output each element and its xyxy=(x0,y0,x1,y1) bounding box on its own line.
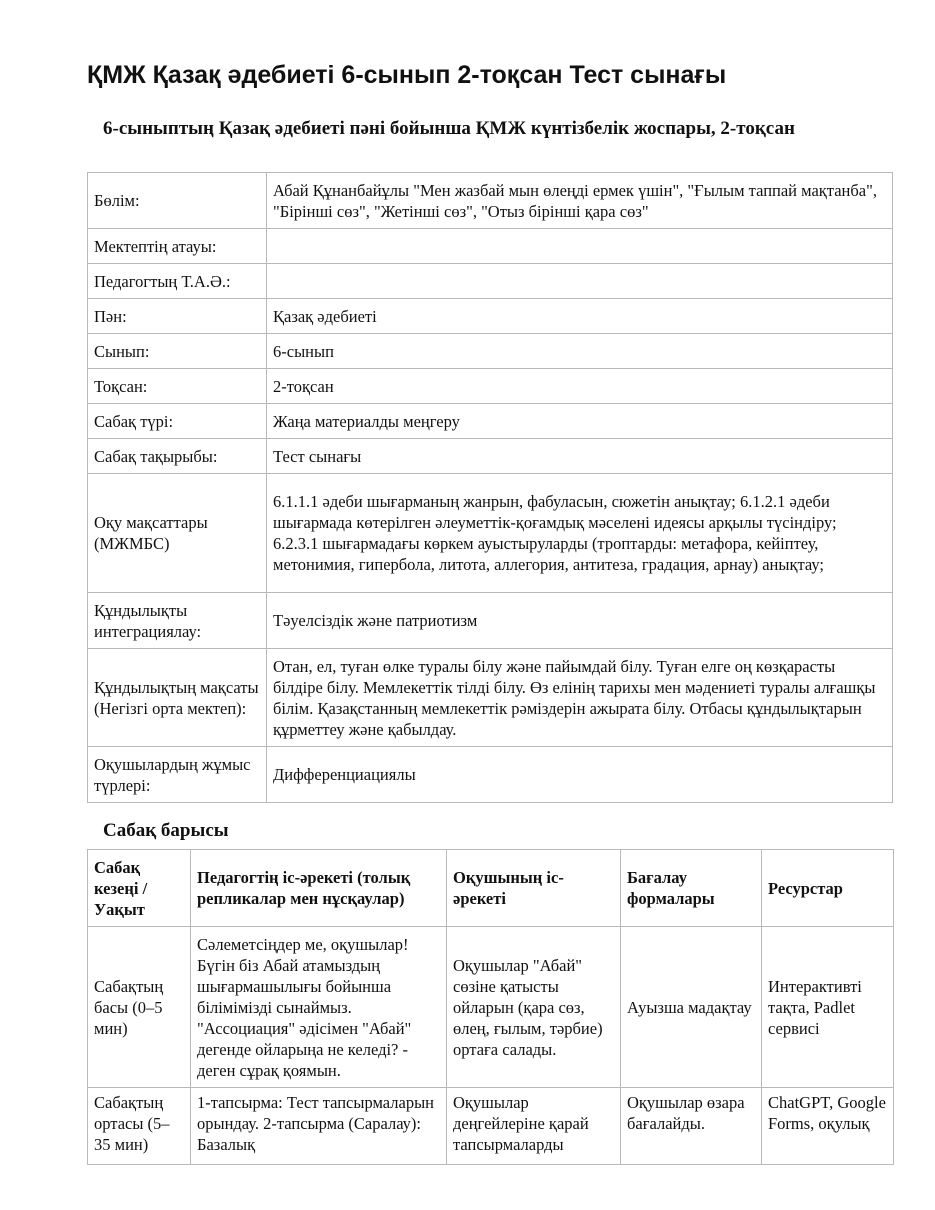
lesson-cell: Интерактивті тақта, Padlet сервисі xyxy=(762,927,894,1088)
info-value: 2-тоқсан xyxy=(267,369,893,404)
lesson-column-header: Оқушының іс-әрекеті xyxy=(447,850,621,927)
info-value: Отан, ел, туған өлке туралы білу және пайымдай білу. Туған елге оң көзқарасты білдіре білу. Мемлекеттік тілді білу. Өз елінің тарихы мен мәдениеті туралы алғашқы білім. Қазақстанның мемлекеттік рәміздерін ажырата білу. Отбасы құндылықтарын құрметтеу және қабылдау. xyxy=(267,649,893,747)
info-label: Пән: xyxy=(88,299,267,334)
plan-heading: 6-сыныптың Қазақ әдебиеті пәні бойынша ҚМЖ күнтізбелік жоспары, 2-тоқсан xyxy=(103,118,795,139)
info-label: Құндылықты интеграциялау: xyxy=(88,593,267,649)
info-value: Тәуелсіздік және патриотизм xyxy=(267,593,893,649)
info-value: Жаңа материалды меңгеру xyxy=(267,404,893,439)
info-row xyxy=(88,593,893,649)
info-row xyxy=(88,369,893,404)
info-label: Тоқсан: xyxy=(88,369,267,404)
lesson-cell: Сабақтың ортасы (5–35 мин) xyxy=(88,1088,191,1165)
info-row xyxy=(88,299,893,334)
info-label: Оқушылардың жұмыс түрлері: xyxy=(88,747,267,803)
info-label: Бөлім: xyxy=(88,173,267,229)
lesson-column-header: Педагогтің іс-әрекеті (толық репликалар мен нұсқаулар) xyxy=(191,850,447,927)
lesson-cell: ChatGPT, Google Forms, оқулық xyxy=(762,1088,894,1165)
lesson-cell: Оқушылар өзара бағалайды. xyxy=(621,1088,762,1165)
info-label: Сабақ тақырыбы: xyxy=(88,439,267,474)
info-value xyxy=(267,264,893,299)
info-value: Тест сынағы xyxy=(267,439,893,474)
info-row xyxy=(88,173,893,229)
info-row xyxy=(88,404,893,439)
lesson-cell: Оқушылар "Абай" сөзіне қатысты ойларын (қара сөз, өлең, ғылым, тәрбие) ортаға салады. xyxy=(447,927,621,1088)
info-row xyxy=(88,334,893,369)
info-value: Абай Құнанбайұлы "Мен жазбай мын өлеңді ермек үшін", "Ғылым таппай мақтанба", "Бірінші сөз", "Жетінші сөз", "Отыз бірінші қара сөз" xyxy=(267,173,893,229)
info-label: Педагогтың Т.А.Ә.: xyxy=(88,264,267,299)
info-row xyxy=(88,747,893,803)
info-value: Қазақ әдебиеті xyxy=(267,299,893,334)
info-value: Дифференциациялы xyxy=(267,747,893,803)
info-label: Құндылықтың мақсаты (Негізгі орта мектеп): xyxy=(88,649,267,747)
lesson-row xyxy=(88,927,894,1088)
lesson-flow-table xyxy=(87,849,894,1165)
info-label: Сынып: xyxy=(88,334,267,369)
lesson-cell: Оқушылар деңгейлеріне қарай тапсырмаларды xyxy=(447,1088,621,1165)
info-row xyxy=(88,264,893,299)
info-value: 6-сынып xyxy=(267,334,893,369)
info-value xyxy=(267,229,893,264)
info-row xyxy=(88,229,893,264)
lesson-cell: Ауызша мадақтау xyxy=(621,927,762,1088)
info-row xyxy=(88,474,893,593)
lesson-cell: Сабақтың басы (0–5 мин) xyxy=(88,927,191,1088)
lesson-column-header: Бағалау формалары xyxy=(621,850,762,927)
lesson-flow-heading: Сабақ барысы xyxy=(103,820,229,841)
lesson-column-header: Сабақ кезеңі / Уақыт xyxy=(88,850,191,927)
lesson-info-table xyxy=(87,172,893,803)
info-value: 6.1.1.1 әдеби шығарманың жанрын, фабуласын, сюжетін анықтау; 6.1.2.1 әдеби шығармада көтерілген әлеуметтік-қоғамдық мәселені идеясы арқылы түсіндіру; 6.2.3.1 шығармадағы көркем ауыстыруларды (троптарды: метафора, кейіптеу, метонимия, гипербола, литота, аллегория, антитеза, градация, арнау) анықтау; xyxy=(267,474,893,593)
lesson-cell: 1-тапсырма: Тест тапсырмаларын орындау. 2-тапсырма (Саралау): Базалық xyxy=(191,1088,447,1165)
info-label: Сабақ түрі: xyxy=(88,404,267,439)
info-row xyxy=(88,439,893,474)
info-label: Мектептің атауы: xyxy=(88,229,267,264)
info-row xyxy=(88,649,893,747)
page-title: ҚМЖ Қазақ әдебиеті 6-сынып 2-тоқсан Тест сынағы xyxy=(87,61,727,89)
info-label: Оқу мақсаттары (МЖМБС) xyxy=(88,474,267,593)
lesson-row xyxy=(88,1088,894,1165)
lesson-column-header: Ресурстар xyxy=(762,850,894,927)
lesson-cell: Сәлеметсіңдер ме, оқушылар! Бүгін біз Абай атамыздың шығармашылығы бойынша білімімізді сынаймыз. "Ассоциация" әдісімен "Абай" дегенде ойларыңа не келеді? - деген сұрақ қоямын. xyxy=(191,927,447,1088)
